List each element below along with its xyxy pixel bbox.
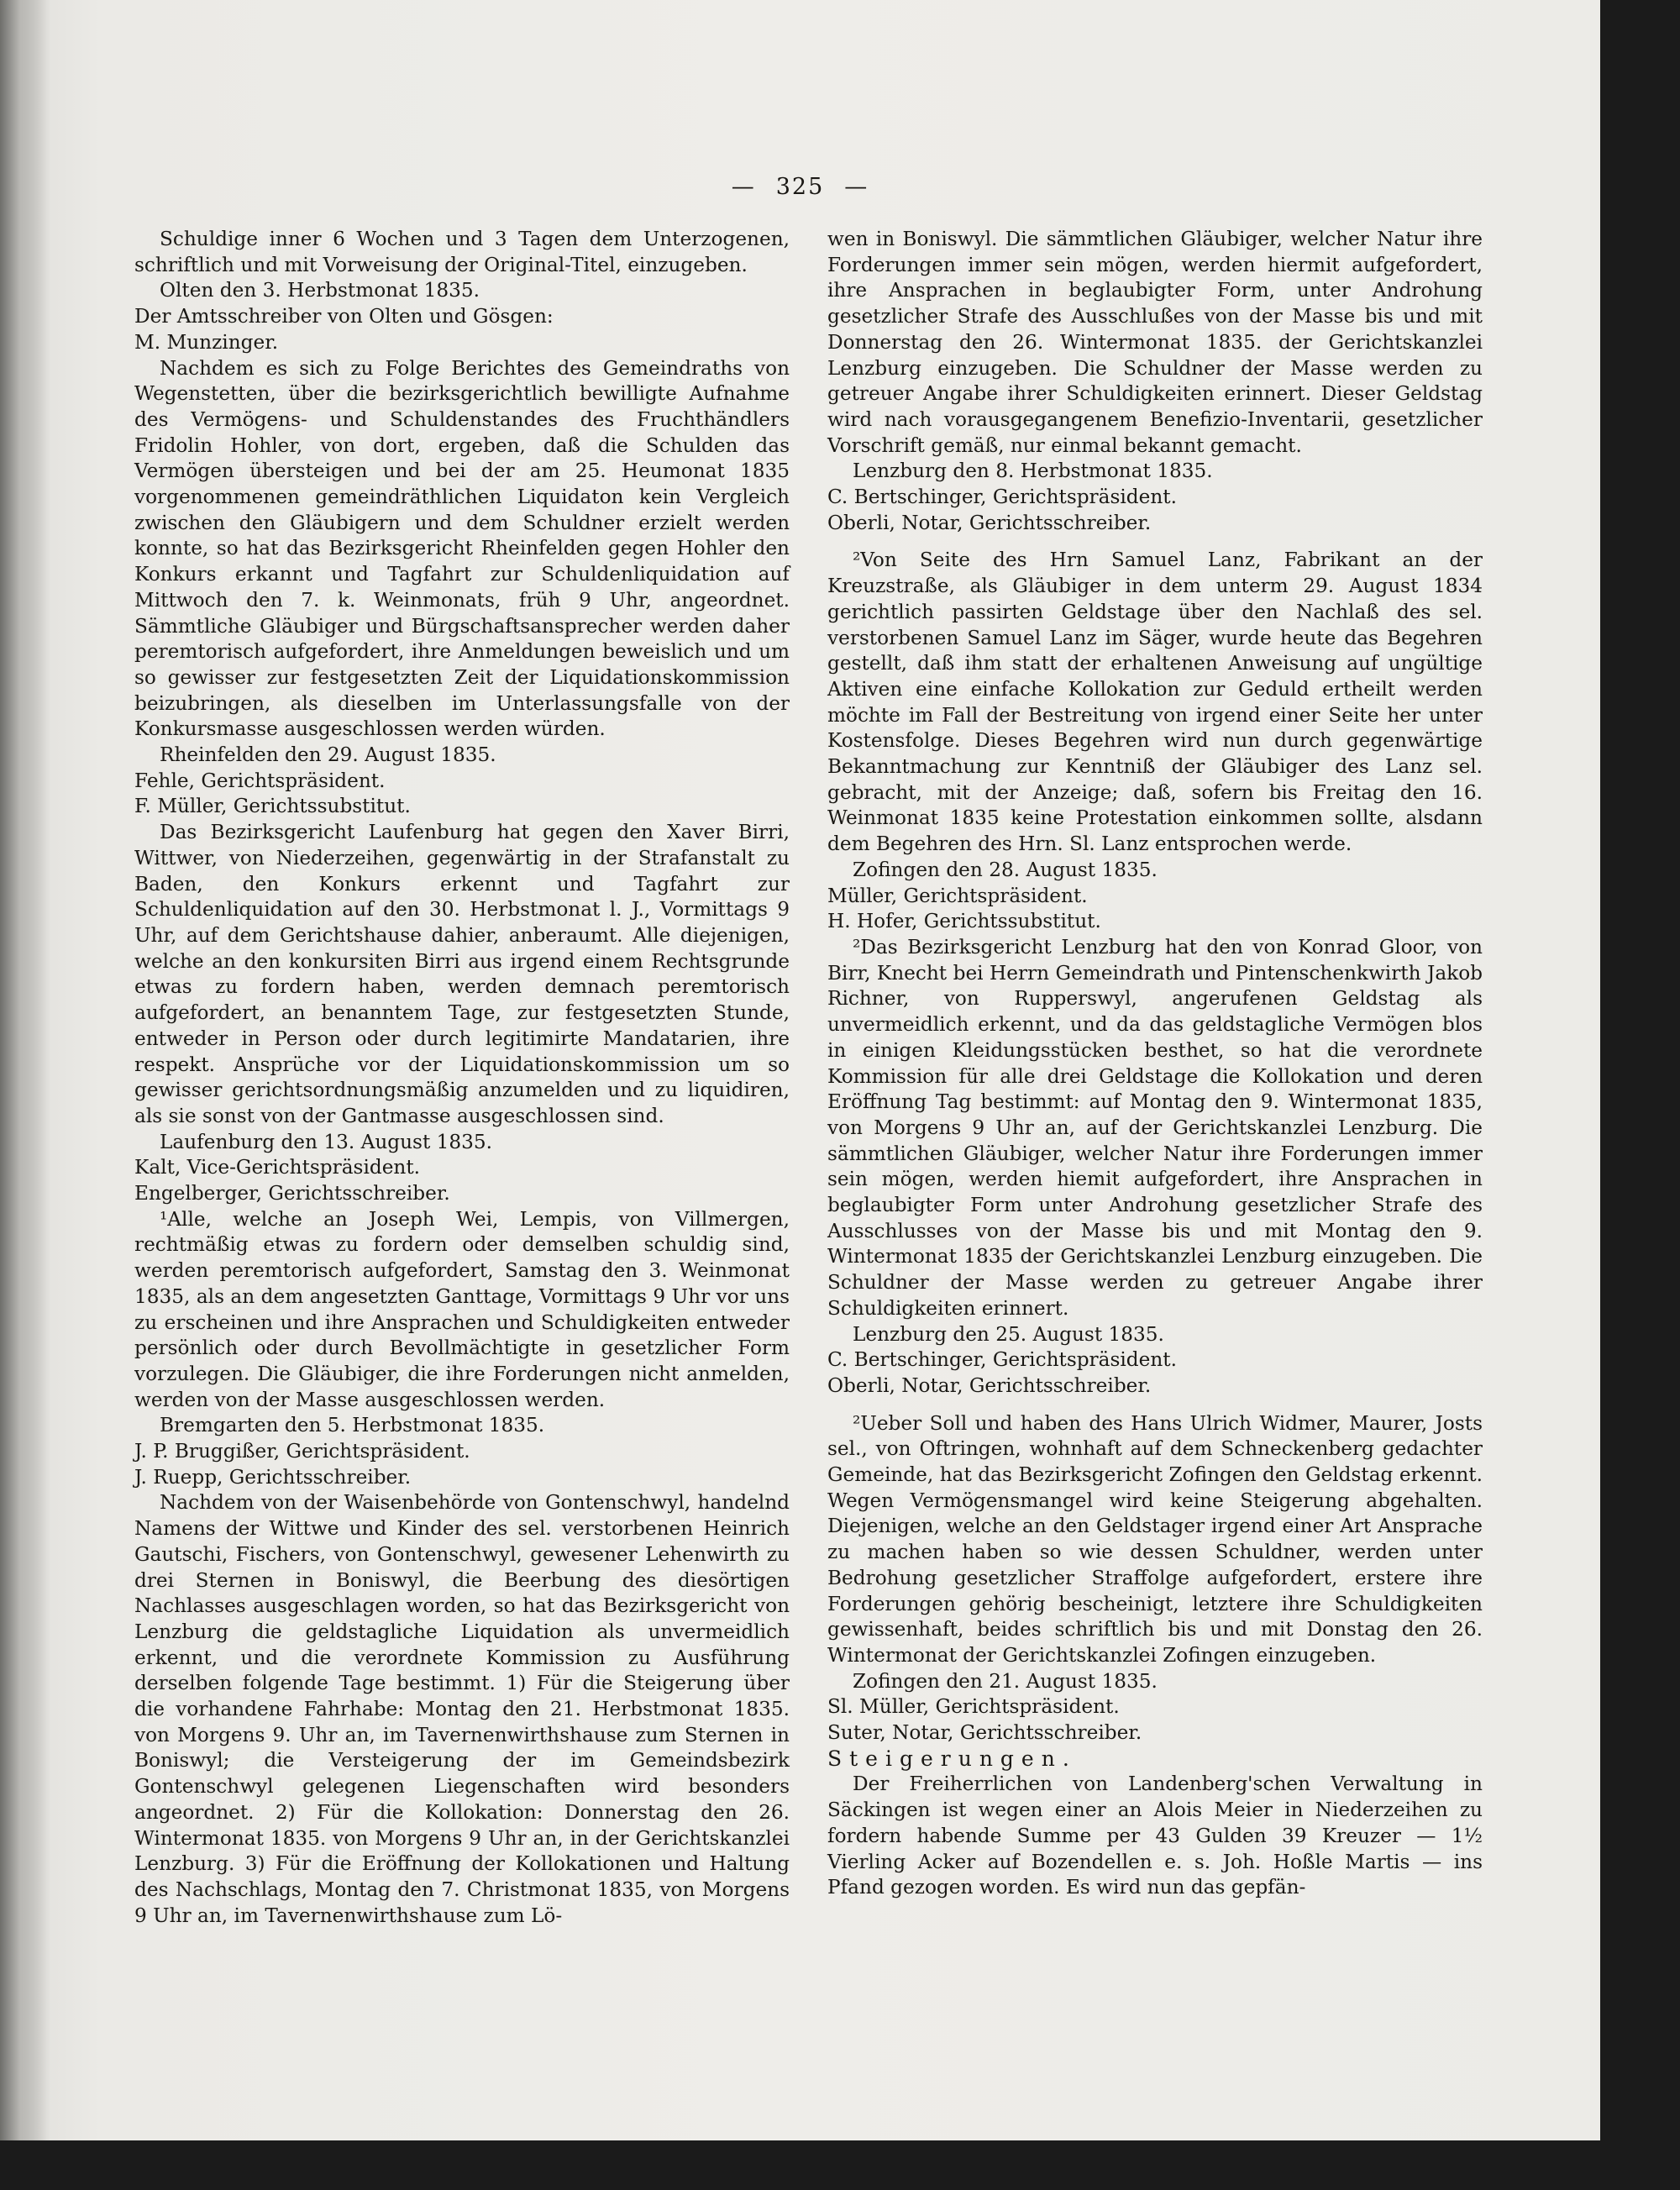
page-number: — 325 —: [731, 174, 869, 200]
signature-line: Oberli, Notar, Gerichtsschreiber.: [827, 511, 1152, 534]
notice-paragraph: ²Von Seite des Hrn Samuel Lanz, Fabrikant an der Kreuzstraße, als Gläubiger in dem unterm 29. August 1834 gerichtlich passirten Geldstage über den Nachlaß des sel. verstorbenen Samuel Lanz im Säger, wurde heute das Begehren gestellt, daß ihm statt der erhaltenen Anweisung auf ungültige Aktiven eine einfache Kollokation zur Geduld ertheilt werden möchte im Fall der Bestreitung von irgend einer Seite her unter Kostensfolge. Dieses Begehren wird nun durch gegenwärtige Bekanntmachung zur Kenntniß der Gläubiger des Lanz sel. gebracht, mit der Anzeige; daß, sofern bis Freitag den 16. Weinmonat 1835 keine Protestation einkommen sollte, alsdann dem Begehren des Hrn. Sl. Lanz entsprochen werde.: [827, 549, 1483, 856]
right-column: [827, 227, 1483, 1901]
block-gap: [827, 536, 1483, 548]
left-column: [134, 227, 790, 1929]
signature-line: C. Bertschinger, Gerichtspräsident.: [827, 486, 1177, 509]
notice-paragraph: Das Bezirksgericht Laufenburg hat gegen den Xaver Birri, Wittwer, von Niederzeihen, gegenwärtig in der Strafanstalt zu Baden, den Konkurs erkennt und Tagfahrt zur Schuldenliquidation auf den 30. Herbstmonat l. J., Vormittags 9 Uhr, auf dem Gerichtshause dahier, anberaumt. Alle diejenigen, welche an den konkursiten Birri aus irgend einem Rechtsgrunde etwas zu fordern haben, werden demnach peremtorisch aufgefordert, an benanntem Tage, zur festgesetzten Stunde, entweder in Person oder durch legitimirte Mandatarien, ihre respekt. Ansprüche vor der Liquidationskommission um so gewisser gerichtsordnungsmäßig anzumelden und zu liquidiren, als sie sonst von der Gantmasse ausgeschlossen sind.: [134, 821, 790, 1127]
signature-line: Der Amtsschreiber von Olten und Gösgen:: [134, 305, 554, 328]
notice-paragraph: Nachdem es sich zu Folge Berichtes des Gemeindraths von Wegenstetten, über die bezirksgerichtlich bewilligte Aufnahme des Vermögens- und Schuldenstandes des Fruchthändlers Fridolin Hohler, von dort, ergeben, daß die Schulden das Vermögen übersteigen und bei der am 25. Heumonat 1835 vorgenommenen gemeindräthlichen Liquidaton kein Vergleich zwischen den Gläubigern und dem Schuldner erzielt werden konnte, so hat das Bezirksgericht Rheinfelden gegen Hohler den Konkurs erkannt und Tagfahrt zur Schuldenliquidation auf Mittwoch den 7. k. Weinmonats, früh 9 Uhr, angeordnet. Sämmtliche Gläubiger und Bürgschaftsansprecher werden daher peremtorisch aufgefordert, ihre Anmeldungen beweislich und um so gewisser zur festgesetzten Zeit der Liquidationskommission beizubringen, als dieselben im Unterlassungsfalle von der Konkursmasse ausgeschlossen werden würden.: [134, 356, 790, 741]
notice-paragraph: Nachdem von der Waisenbehörde von Gontenschwyl, handelnd Namens der Wittwe und Kinder des sel. verstorbenen Heinrich Gautschi, Fischers, von Gontenschwyl, gewesener Lehenwirth zu drei Sternen in Boniswyl, die Beerbung des diesörtigen Nachlasses ausgeschlagen worden, so hat das Bezirksgericht von Lenzburg die geldstagliche Liquidation als unvermeidlich erkennt, und die verordnete Kommission zu Ausführung derselben folgende Tage bestimmt. 1) Für die Steigerung über die vorhandene Fahrhabe: Montag den 21. Herbstmonat 1835. von Morgens 9. Uhr an, im Tavernenwirthshause zum Sternen in Boniswyl; die Versteigerung der im Gemeindsbezirk Gontenschwyl gelegenen Liegenschaften wird besonders angeordnet. 2) Für die Kollokation: Donnerstag den 26. Wintermonat 1835. von Morgens 9 Uhr an, in der Gerichtskanzlei Lenzburg. 3) Für die Eröffnung der Kollokationen und Haltung des Nachschlags, Montag den 7. Christmonat 1835, von Morgens 9 Uhr an, im Tavernenwirthshause zum Lö-: [134, 1491, 790, 1927]
place-date-line: Lenzburg den 8. Herbstmonat 1835.: [853, 460, 1213, 483]
place-date-line: Bremgarten den 5. Herbstmonat 1835.: [160, 1414, 545, 1437]
notice-paragraph: ²Ueber Soll und haben des Hans Ulrich Widmer, Maurer, Josts sel., von Oftringen, wohnhaft auf dem Schneckenberg gedachter Gemeinde, hat das Bezirksgericht Zofingen den Geldstag erkennt. Wegen Vermögensmangel wird keine Steigerung abgehalten. Diejenigen, welche an den Geldstager irgend einer Art Ansprache zu machen haben so wie dessen Schuldner, werden unter Bedrohung gesetzlicher Straffolge aufgefordert, erstere ihre Forderungen gehörig bescheinigt, letztere ihre Schuldigkeiten gewissenhaft, beides schriftlich bis und mit Donstag den 26. Wintermonat der Gerichtskanzlei Zofingen einzugeben.: [827, 1411, 1483, 1667]
signature-line: Oberli, Notar, Gerichtsschreiber.: [827, 1373, 1152, 1397]
block-gap: [827, 1400, 1483, 1411]
signature-line: F. Müller, Gerichtssubstitut.: [134, 795, 411, 818]
signature-line: H. Hofer, Gerichtssubstitut.: [827, 910, 1101, 933]
signature-line: Suter, Notar, Gerichtsschreiber.: [827, 1721, 1142, 1745]
signature-line: Müller, Gerichtspräsident.: [827, 884, 1088, 907]
place-date-line: Lenzburg den 25. August 1835.: [853, 1322, 1164, 1346]
notice-paragraph: Der Freiherrlichen von Landenberg'schen Verwaltung in Säckingen ist wegen einer an Alois Meier in Niederzeihen zu fordern habende Summe per 43 Gulden 39 Kreuzer — 1½ Vierling Acker auf Bozendellen e. s. Joh. Hoßle Martis — ins Pfand gezogen worden. Es wird nun das gepfän-: [827, 1772, 1483, 1899]
notice-paragraph: Schuldige inner 6 Wochen und 3 Tagen dem Unterzogenen, schriftlich und mit Vorweisung der Original-Titel, einzugeben.: [134, 228, 790, 276]
place-date-line: Zofingen den 28. August 1835.: [853, 858, 1158, 881]
page-number-value: 325: [775, 174, 825, 200]
signature-line: Sl. Müller, Gerichtspräsident.: [827, 1695, 1120, 1719]
signature-line: J. Ruepp, Gerichtsschreiber.: [134, 1465, 412, 1489]
signature-line: Fehle, Gerichtspräsident.: [134, 769, 386, 792]
signature-line: Kalt, Vice-Gerichtspräsident.: [134, 1156, 421, 1179]
notice-paragraph: ²Das Bezirksgericht Lenzburg hat den von Konrad Gloor, von Birr, Knecht bei Herrn Gemeindrath und Pintenschenkwirth Jakob Richner, von Rupperswyl, angerufenen Geldstag als unvermeidlich erkennt, und da das geldstagliche Vermögen blos in einigen Kleidungsstücken besthet, so hat die verordnete Kommission für alle drei Geldstage die Kollokation und deren Eröffnung Tag bestimmt: auf Montag den 9. Wintermonat 1835, von Morgens 9 Uhr an, auf der Gerichtskanzlei Lenzburg. Die sämmtlichen Gläubiger, welcher Natur ihre Forderungen immer sein mögen, werden hiemit aufgefordert, ihre Ansprachen in beglaubigter Form unter Androhung gesetzlicher Strafe des Ausschlusses von der Masse bis und mit Montag den 9. Wintermonat 1835 der Gerichtskanzlei Lenzburg einzugeben. Die Schuldner der Masse werden zu getreuer Angabe ihrer Schuldigkeiten erinnert.: [827, 935, 1483, 1320]
signature-line: J. P. Bruggißer, Gerichtspräsident.: [134, 1440, 470, 1463]
section-heading: Steigerungen.: [827, 1746, 1077, 1771]
signature-line: C. Bertschinger, Gerichtspräsident.: [827, 1348, 1177, 1372]
binding-gutter: [0, 0, 50, 2140]
notice-paragraph-continued: wen in Boniswyl. Die sämmtlichen Gläubiger, welcher Natur ihre Forderungen immer sein mögen, werden hiermit aufgefordert, ihre Ansprachen in beglaubigter Form, unter Androhung gesetzlicher Strafe des Ausschlußes von der Masse bis und mit Donnerstag den 26. Wintermonat 1835. der Gerichtskanzlei Lenzburg einzugeben. Die Schuldner der Masse werden zu getreuer Angabe ihrer Schuldigkeiten erinnert. Dieser Geldstag wird nach vorausgegangenem Benefizio-Inventarii, gesetzlicher Vorschrift gemäß, nur einmal bekannt gemacht.: [827, 228, 1483, 457]
place-date-line: Olten den 3. Herbstmonat 1835.: [160, 279, 480, 302]
place-date-line: Laufenburg den 13. August 1835.: [160, 1130, 493, 1153]
signature-line: Engelberger, Gerichtsschreiber.: [134, 1182, 450, 1205]
signature-line: M. Munzinger.: [134, 330, 279, 354]
place-date-line: Rheinfelden den 29. August 1835.: [160, 743, 496, 767]
notice-paragraph: ¹Alle, welche an Joseph Wei, Lempis, von Villmergen, rechtmäßig etwas zu fordern oder demselben schuldig sind, werden peremtorisch aufgefordert, Samstag den 3. Weinmonat 1835, als an dem angesetzten Ganttage, Vormittags 9 Uhr vor uns zu erscheinen und ihre Ansprachen und Schuldigkeiten entweder persönlich oder durch Bevollmächtigte in gesetzlicher Form vorzulegen. Die Gläubiger, die ihre Forderungen nicht anmelden, werden von der Masse ausgeschlossen werden.: [134, 1207, 790, 1411]
place-date-line: Zofingen den 21. August 1835.: [853, 1669, 1158, 1693]
